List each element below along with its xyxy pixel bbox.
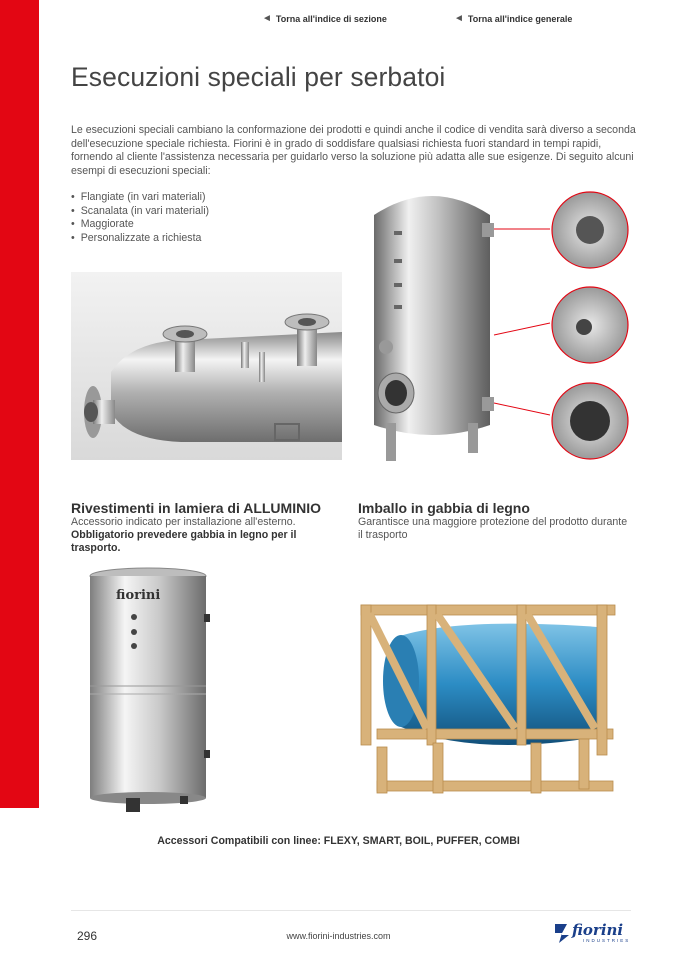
logo-subtitle: INDUSTRIES xyxy=(583,938,631,943)
intro-paragraph: Le esecuzioni speciali cambiano la conformazione dei prodotti e quindi anche il codice di vendita sarà diverso a seconda dell'esecuzione speciale richiesta. Fiorini è in grado di soddisfare qualsiasi richiesta fuori standard in tempi rapidi, fornendo al cliente l'assistenza necessaria per guidarlo verso la soluzione più adatta alle sue esigenze. Di seguito alcuni esempi di esecuzioni speciali: xyxy=(71,124,636,177)
aluminium-bold-note: Obbligatorio prevedere gabbia in legno per il trasporto. xyxy=(71,529,297,555)
list-item: • Personalizzate a richiesta xyxy=(71,232,209,246)
aluminium-section-title: Rivestimenti in lamiera di ALLUMINIO xyxy=(71,500,321,516)
list-item: • Maggiorate xyxy=(71,218,209,232)
wooden-crate-image xyxy=(357,597,619,795)
tank-brand-label: fiorini xyxy=(116,588,161,603)
aluminium-clad-tank-image xyxy=(84,566,216,814)
back-arrow-icon: ◄ xyxy=(454,13,464,24)
back-arrow-icon: ◄ xyxy=(262,13,272,24)
crate-section-title: Imballo in gabbia di legno xyxy=(358,500,530,516)
crate-section-text: Garantisce una maggiore protezione del prodotto durante il trasporto xyxy=(358,516,628,542)
back-to-general-index-link[interactable] xyxy=(454,13,572,24)
list-item: • Flangiate (in vari materiali) xyxy=(71,191,209,205)
fiorini-logo xyxy=(553,921,633,945)
logo-mark-icon xyxy=(555,924,569,943)
footer-divider xyxy=(71,910,631,911)
page-number: 296 xyxy=(77,929,98,943)
page-title: Esecuzioni speciali per serbatoi xyxy=(71,62,446,92)
back-to-general-label: Torna all'indice generale xyxy=(467,13,573,24)
horizontal-flanged-tank-image xyxy=(71,272,342,460)
logo-wordmark: fiorini xyxy=(572,921,624,939)
website-link[interactable]: www.fiorini-industries.com xyxy=(286,931,391,941)
red-side-bar xyxy=(0,0,39,808)
aluminium-text: Accessorio indicato per installazione all'esterno. xyxy=(71,516,296,528)
special-executions-list xyxy=(71,191,209,245)
aluminium-section-text xyxy=(71,516,331,556)
compatible-accessories-note: Accessori Compatibili con linee: FLEXY, SMART, BOIL, PUFFER, COMBI xyxy=(157,835,520,847)
list-item: • Scanalata (in vari materiali) xyxy=(71,205,209,219)
back-to-section-link[interactable] xyxy=(262,13,387,24)
vertical-tank-with-details-image xyxy=(362,175,634,470)
back-to-section-label: Torna all'indice di sezione xyxy=(275,13,387,24)
